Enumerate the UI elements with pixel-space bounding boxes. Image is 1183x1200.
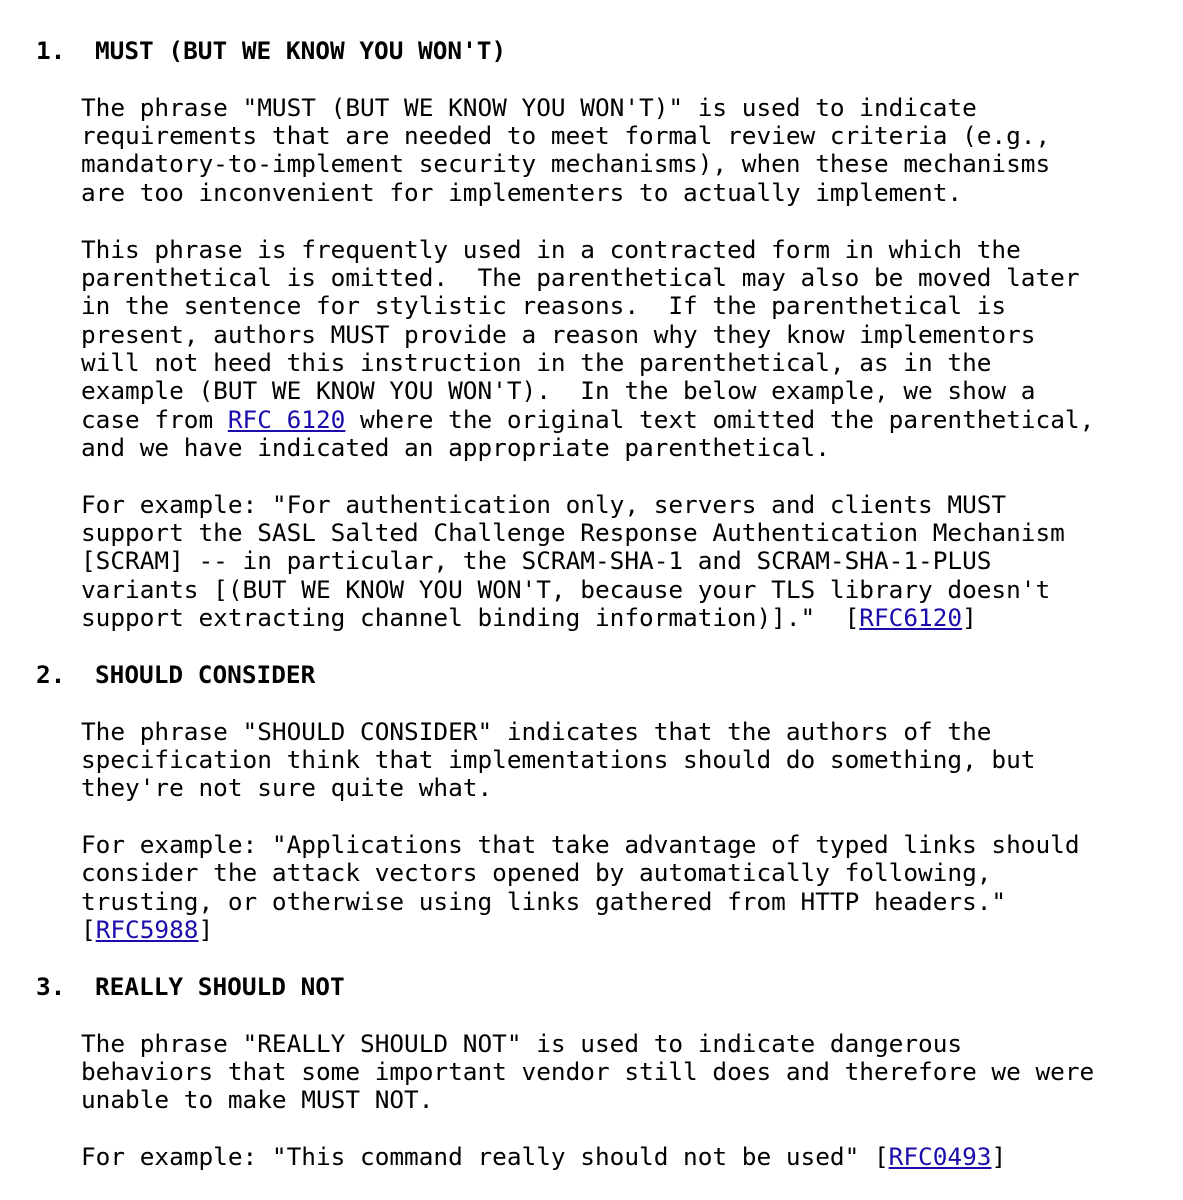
paragraph-line — [81, 604, 977, 632]
paragraph-line — [81, 916, 213, 944]
paragraph-line: behaviors that some important vendor still does and therefore we were — [81, 1057, 1095, 1086]
rfc0493-reference-link[interactable]: RFC0493 — [888, 1142, 992, 1171]
paragraph-line: support the SASL Salted Challenge Response Authentication Mechanism — [81, 518, 1065, 547]
paragraph-line: unable to make MUST NOT. — [81, 1085, 434, 1114]
paragraph-line: and we have indicated an appropriate parenthetical. — [81, 433, 830, 462]
paragraph-line: For example: "Applications that take advantage of typed links should — [81, 830, 1080, 859]
text-segment: support extracting channel binding information)]." [ — [81, 603, 860, 632]
paragraph-line: consider the attack vectors opened by automatically following, — [81, 858, 992, 887]
paragraph-line: The phrase "SHOULD CONSIDER" indicates that the authors of the — [81, 717, 992, 746]
section-number: 1. — [36, 36, 66, 65]
rfc-6120-link[interactable]: RFC 6120 — [227, 405, 346, 434]
paragraph-line: in the sentence for stylistic reasons. If the parenthetical is — [81, 291, 1007, 320]
paragraph-line: will not heed this instruction in the parenthetical, as in the — [81, 348, 992, 377]
text-segment: case from — [81, 405, 228, 434]
section-2-heading — [36, 661, 315, 689]
section-number: 3. — [36, 972, 66, 1001]
text-segment: For example: "This command really should not be used" [ — [81, 1142, 889, 1171]
paragraph-line: requirements that are needed to meet formal review criteria (e.g., — [81, 121, 1051, 150]
text-segment: [ — [81, 915, 96, 944]
section-title: MUST (BUT WE KNOW YOU WON'T) — [95, 36, 507, 65]
text-segment: ] — [962, 603, 977, 632]
paragraph-line: mandatory-to-implement security mechanisms), when these mechanisms — [81, 149, 1051, 178]
text-segment: ] — [198, 915, 214, 944]
paragraph-line: parenthetical is omitted. The parenthetical may also be moved later — [81, 263, 1080, 292]
section-1-heading — [36, 37, 506, 65]
paragraph-line — [81, 406, 1094, 434]
section-title: REALLY SHOULD NOT — [95, 972, 345, 1001]
rfc5988-reference-link[interactable]: RFC5988 — [95, 915, 199, 944]
rfc6120-reference-link[interactable]: RFC6120 — [859, 603, 963, 632]
paragraph-line: example (BUT WE KNOW YOU WON'T). In the below example, we show a — [81, 376, 1036, 405]
paragraph-line: variants [(BUT WE KNOW YOU WON'T, because your TLS library doesn't — [81, 575, 1051, 604]
text-segment: ] — [991, 1142, 1007, 1171]
section-title: SHOULD CONSIDER — [95, 660, 316, 689]
paragraph-line — [81, 1143, 1006, 1171]
paragraph-line: they're not sure quite what. — [81, 773, 493, 802]
text-segment: where the original text omitted the parenthetical, — [345, 405, 1095, 434]
paragraph-line: The phrase "MUST (BUT WE KNOW YOU WON'T)" is used to indicate — [81, 93, 977, 122]
paragraph-line: present, authors MUST provide a reason why they know implementors — [81, 320, 1036, 349]
paragraph-line: The phrase "REALLY SHOULD NOT" is used to indicate dangerous — [81, 1029, 963, 1058]
section-3-heading — [36, 973, 345, 1001]
paragraph-line: For example: "For authentication only, servers and clients MUST — [81, 490, 1007, 519]
paragraph-line: specification think that implementations should do something, but — [81, 745, 1036, 774]
paragraph-line: This phrase is frequently used in a contracted form in which the — [81, 235, 1021, 264]
paragraph-line: are too inconvenient for implementers to actually implement. — [81, 178, 963, 207]
paragraph-line: [SCRAM] -- in particular, the SCRAM-SHA-1 and SCRAM-SHA-1-PLUS — [81, 546, 992, 575]
section-number: 2. — [36, 660, 66, 689]
paragraph-line: trusting, or otherwise using links gathered from HTTP headers." — [81, 887, 1007, 916]
